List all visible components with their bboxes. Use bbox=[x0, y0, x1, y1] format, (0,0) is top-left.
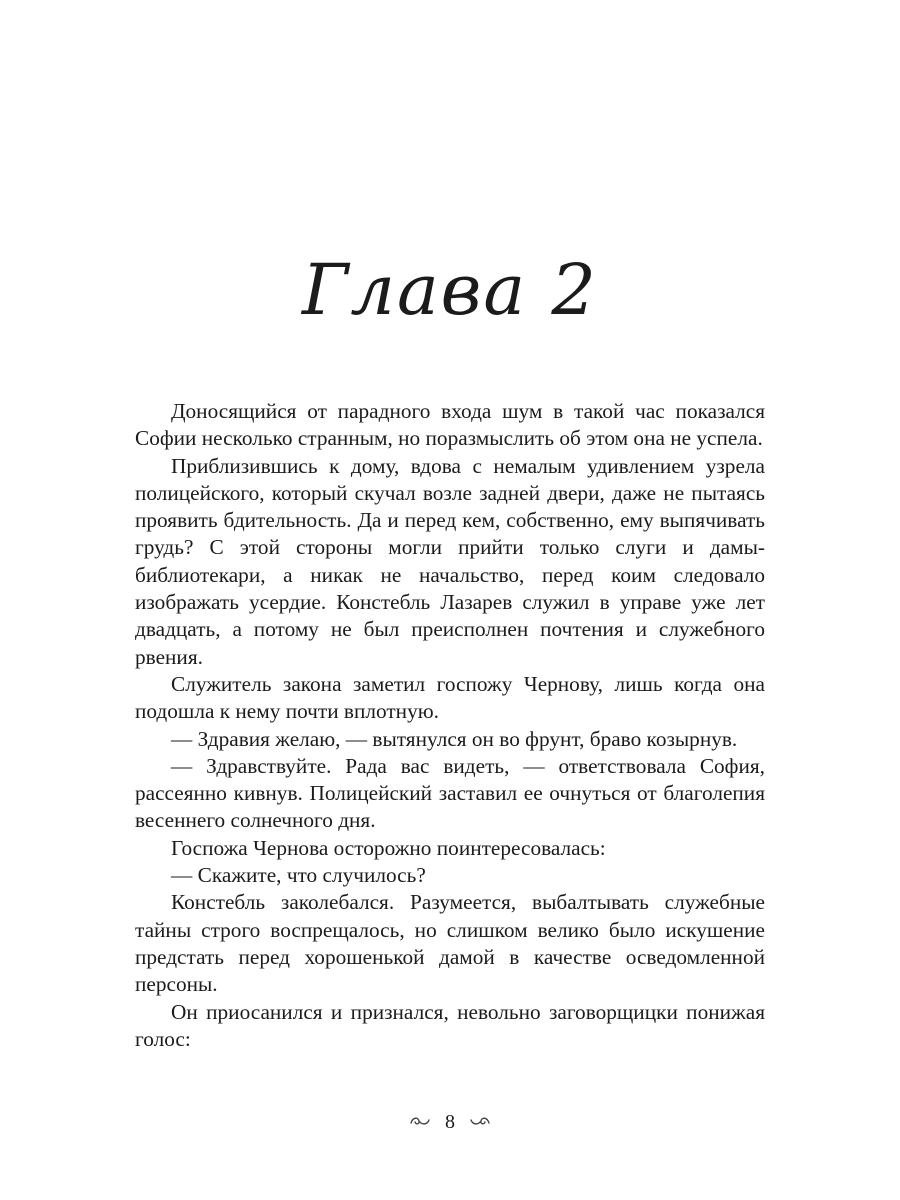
paragraph: Констебль заколебался. Разумеется, выбалтывать служебные тайны строго воспрещалось, но слишком велико было искушение предстать перед хорошенькой дамой в качестве осведомленной персоны. bbox=[135, 890, 765, 997]
paragraph: — Скажите, что случилось? bbox=[171, 863, 426, 888]
paragraph: — Здравия желаю, — вытянулся он во фрунт, браво козырнув. bbox=[171, 726, 738, 751]
paragraph: Он приосанился и признался, невольно заговорщицки понижая голос: bbox=[135, 999, 765, 1051]
page-number: 8 bbox=[445, 1111, 455, 1133]
body-text bbox=[135, 398, 765, 1053]
paragraph: — Здравствуйте. Рада вас видеть, — ответствовала София, рассеянно кивнув. Полицейский заставил ее очнуться от благолепия весеннего солнечного дня. bbox=[135, 753, 765, 833]
chapter-title: Глава 2 bbox=[302, 249, 598, 331]
page-footer bbox=[0, 1107, 900, 1137]
fleuron-left-icon bbox=[409, 1107, 431, 1137]
paragraph: Доносящийся от парадного входа шум в такой час показался Софии несколько странным, но поразмыслить об этом она не успела. bbox=[135, 399, 765, 451]
paragraph: Приблизившись к дому, вдова с немалым удивлением узрела полицейского, который скучал возле задней двери, даже не пытаясь проявить бдительность. Да и перед кем, собственно, ему выпячивать грудь? С этой стороны могли прийти только слуги и дамы-библиотекари, а никак не начальство, перед коим следовало изображать усердие. Констебль Лазарев служил в управе уже лет двадцать, а потому не был преисполнен почтения и служебного рвения. bbox=[135, 453, 765, 669]
paragraph: Служитель закона заметил госпожу Чернову, лишь когда она подошла к нему почти вплотную. bbox=[135, 671, 765, 724]
paragraph: Госпожа Чернова осторожно поинтересовалась: bbox=[171, 835, 606, 860]
fleuron-right-icon bbox=[469, 1107, 491, 1137]
